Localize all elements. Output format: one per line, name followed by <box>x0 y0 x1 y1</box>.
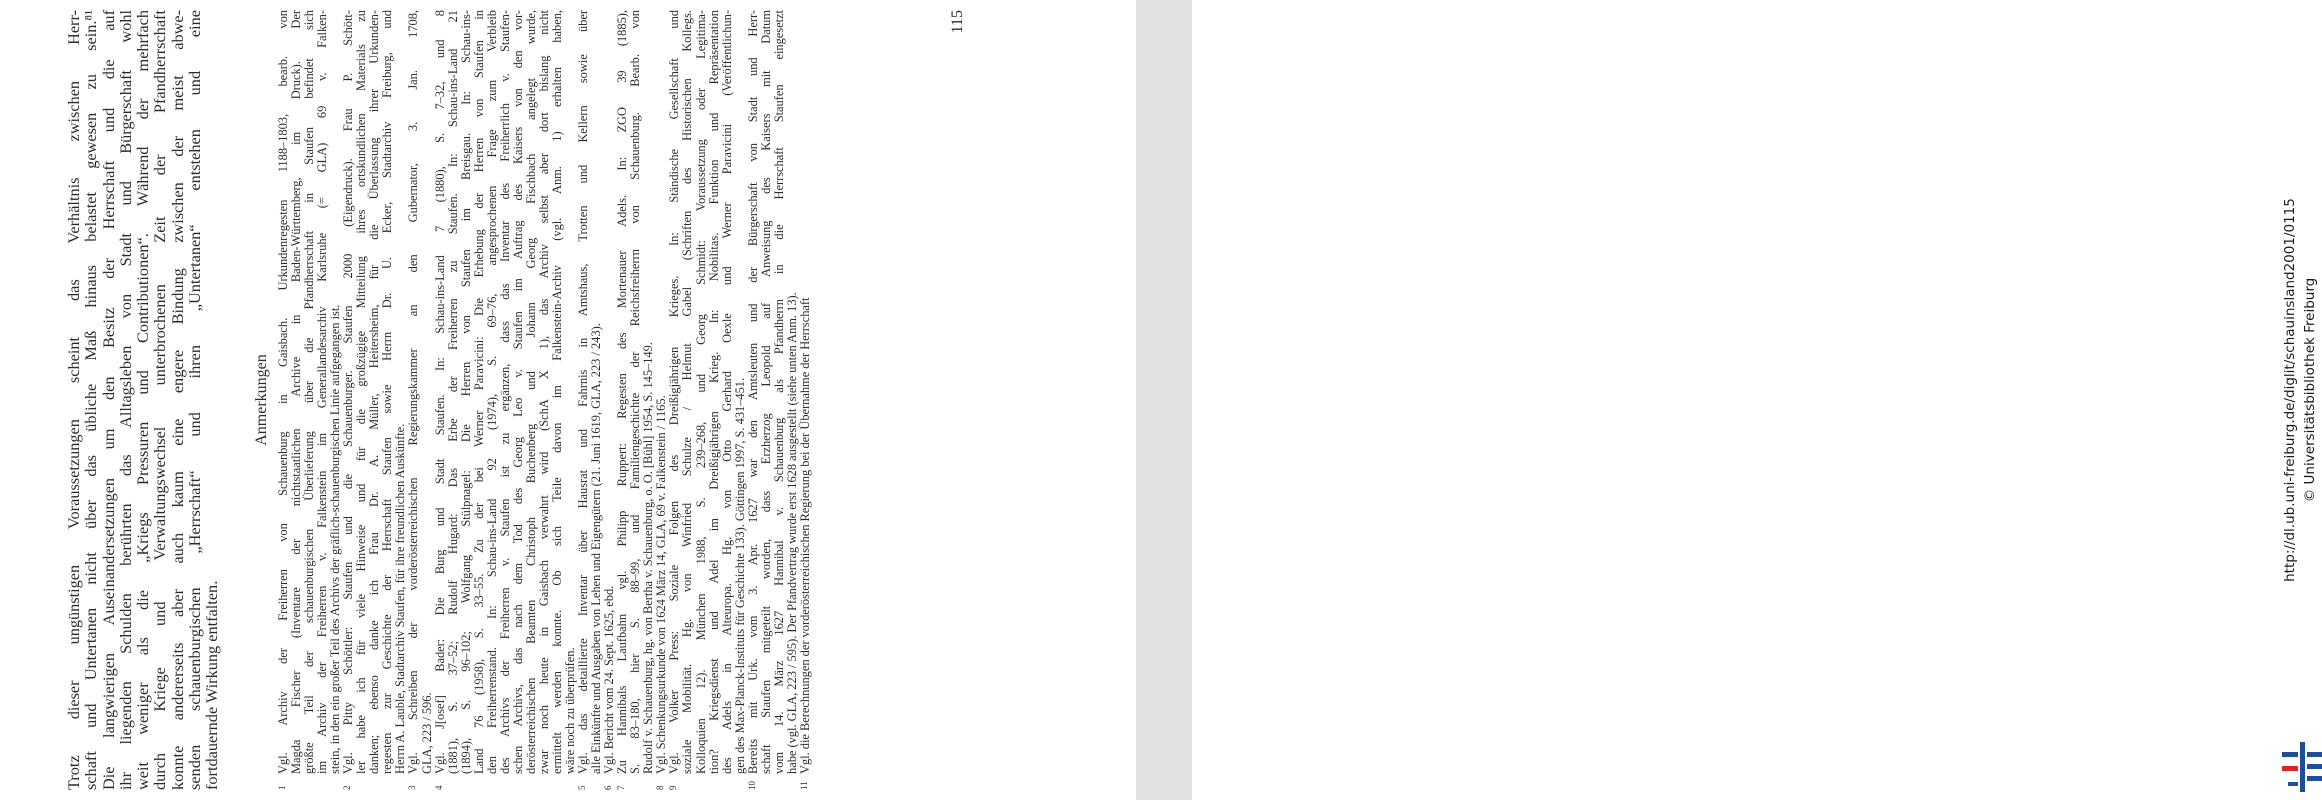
footnote-text: den Freiherrenstand. In: Schau-ins-Land 92 (1974), S. 69–76, angesprochenen Frage zum Verbleib <box>484 10 499 774</box>
footnote-text: des Archivs der Freiherren v. Staufen ist zu ergänzen, dass das Inventar des Freiherrlich v. Staufen- <box>497 10 512 774</box>
footnote-text: vom 14. März 1627 Hannibal v. Schauenburg als Pfandherrn in die Herrschaft Staufen eingesetzt <box>771 10 786 774</box>
footnote-text: ler habe ich für viele Hinweise und für die großzügige Mitteilung ihres ortskundlichen Materials zu <box>354 10 369 774</box>
main-text <box>65 10 221 790</box>
main-text-line: weit weniger als die „Kriegs Pressuren und Contributionen“. Während der mehrfach <box>133 10 153 790</box>
footnote-number: 5 <box>577 785 588 790</box>
main-text-line: fortdauernde Wirkung entfalten. <box>202 580 222 790</box>
footnote-text: des Adels in Alteuropa. Hg. von Otto Gerhard Oexle und Werner Paravicini (Veröffentlichun- <box>719 10 734 774</box>
footnote-text: Vgl. Archiv der Freiherren von Schauenburg in Gaisbach. Urkundenregesten 1188–1803, bearb. von <box>276 10 290 774</box>
footnote-text: Zu Hannibals Laufbahn vgl. Philipp Ruppert: Regesten des Mortenauer Adels. In: ZGO 39 (1885), <box>615 10 630 774</box>
footnote-text: größte Teil der schauenburgischen Überlieferung über die Pfandherrschaft in Staufen befindet sich <box>302 10 317 774</box>
footnote-text: ermittelt werden konnte. Ob sich Teile davon im Falkenstein-Archiv (vgl. Anm. 1) erhalten haben, <box>549 10 564 774</box>
footnote-text: alle Einkünfte und Ausgaben von Lehen und Eigengütern (21. Juni 1619, GLA, 223 / 243). <box>589 323 604 774</box>
footnote-number: 8 <box>655 785 666 790</box>
footnote-text: Herrn A. Lauble, Stadtarchiv Staufen, für ihre freundlichen Auskünfte. <box>393 423 408 774</box>
footnote-text: Rudolf v. Schauenburg, hg. von Bertha v. Schauenburg, o. O. [Bühl] 1954, S. 145–149. <box>641 342 656 774</box>
footnote-text: Magda Fischer (Inventare der nichtstaatlichen Archive in Baden-Württemberg, im Druck). Der <box>289 10 304 774</box>
footnote-text: S. 83–180, hier S. 88–99, und Familiengeschichte der Reichsfreiherrn von Schauenburg. Bearb. von <box>628 10 643 774</box>
footnote-text: stein, in den ein großer Teil des Archivs der gräflich-schauenburgischen Linie aufgegangen ist. <box>328 304 343 774</box>
footnote-line <box>799 10 812 790</box>
footnote-text: tion? Kriegsdienst und Adel im Dreißigjährigen Krieg. In: Nobilitas. Funktion und Repräsentation <box>706 10 721 774</box>
footnote-text: regesten zur Geschichte der Herrschaft Staufen sowie Herrn Dr. U. Ecker, Stadtarchiv Freiburg, und <box>380 10 395 774</box>
main-text-line: ihr liegenden Schulden berührten das Alltagsleben von Stadt und Bürgerschaft wohl <box>115 10 135 790</box>
main-text-line: konnte andererseits aber auch kaum eine engere Bindung zwischen der meist abwe- <box>167 10 187 790</box>
footnote <box>799 10 812 790</box>
footnote-text: schaft Staufen mitgeteilt worden, dass Erzherzog Leopold auf Anweisung des Kaisers mit Datum <box>758 10 773 774</box>
footnote-text: Land 76 (1958), S. 33–55. Zu der bei Werner Paravicini: Die Erhebung der Herren von Staufen in <box>471 10 486 774</box>
footnote <box>407 10 433 790</box>
footnote-text: Vgl. das detaillierte Inventar über Hausrat und Fahrnis in Amtshaus, Trotten und Kellern sowie über <box>576 10 591 774</box>
footnote-text: Bereits mit Urk. vom 3. Apr. 1627 war den Amtsleuten und der Bürgerschaft von Stadt und Herr- <box>745 10 760 774</box>
footnote-text: Vgl. J[osef] Bader: Die Burg und Stadt Staufen. In: Schau-ins-Land 7 (1880), S. 7–32, und 8 <box>432 10 447 774</box>
source-url-link[interactable]: http://dl.ub.uni-freiburg.de/diglit/schauinsland2001/0115 <box>2282 198 2298 582</box>
footnote-text: derösterreichischen Beamten Christoph Buchenberg und Johann Georg Fischbach angelegt wurde, <box>523 10 538 774</box>
footnote-number: 6 <box>603 785 614 790</box>
footnote-number: 2 <box>342 785 353 790</box>
footnote <box>747 10 799 790</box>
footnote <box>668 10 746 790</box>
footnote-number: 7 <box>616 785 627 790</box>
footnote-number: 11 <box>798 781 809 790</box>
footnote-text: schen Archivs, das nach dem Tod des Georg Leo v. Staufen im Auftrag des Kaisers von den vor- <box>510 10 525 774</box>
footnote-text: wäre noch zu überprüfen. <box>563 647 578 774</box>
footnote <box>277 10 342 790</box>
footnote-number: 9 <box>668 785 679 790</box>
footnote-text: (1881), S. 37–52; Rudolf Hugard: Das Erbe der Freiherren zu Staufen. In: Schau-ins-Land 21 <box>445 10 460 774</box>
notes-heading: Anmerkungen <box>253 354 270 446</box>
footnotes <box>277 10 812 790</box>
footnote <box>342 10 407 790</box>
main-text-line: durch Kriege und Verwaltungswechsel unterbrochenen Zeit der Pfandherrschaft <box>150 10 170 790</box>
footnote-number: 10 <box>746 781 757 790</box>
footnote-number: 1 <box>277 785 287 790</box>
rotated-page-content <box>65 10 1055 790</box>
sidebar-text <box>2280 0 2320 790</box>
page-content <box>65 10 1055 790</box>
footnote-text: Vgl. die Berechnungen der vorderösterreichischen Regierung bei der Übernahme der Herrschaft <box>797 297 812 774</box>
footnote-text: zwar noch heute in Gaisbach verwahrt wird (SchA X 1), das Archiv selbst aber dort bislang nicht <box>536 10 551 774</box>
footnote <box>577 10 603 790</box>
footnote-text: soziale Mobilität. Hg. von Winfried Schulze / Helmut Gabel (Schriften des Historischen Kollegs. <box>680 10 695 774</box>
footnote-text: Vgl. Bericht vom 24. Sept. 1625, ebd. <box>602 585 617 774</box>
footnote-line <box>407 10 420 790</box>
footnote-text: (1894), S. 96–102; Wolfgang Stülpnagel: Die Herren von Staufen im Breisgau. In: Schau-ins- <box>458 10 473 774</box>
main-text-line: schaft und Untertanen nicht über das übliche Maß hinaus belastet gewesen zu sein.⁸¹ <box>81 10 101 790</box>
main-text-line: Trotz dieser ungünstigen Voraussetzungen scheint das Verhältnis zwischen Herr- <box>64 10 83 790</box>
footnote-number: 4 <box>433 785 444 790</box>
footnote-text: Vgl. Schreiben der vorderösterreichischen Regierungskammer an den Gubernator, 3. Jan. 1708, <box>406 10 421 774</box>
footnote <box>434 10 578 790</box>
footnote-text: habe (vgl. GLA, 223 / 595). Der Pfandvertrag wurde erst 1628 ausgestellt (siehe unten Anm. 13). <box>784 292 799 774</box>
footnote-text: gen des Max-Planck-Instituts für Geschichte 133). Göttingen 1997, S. 431–451. <box>732 377 747 774</box>
footnote-number: 3 <box>407 785 418 790</box>
library-sidebar <box>1136 0 2318 800</box>
footnote-text: Vgl. Pitty Schöttler: Staufen und die Schauenburger. Staufen 2000 (Eigendruck). Frau P. Schött- <box>341 10 356 774</box>
footnote-text: im Archiv der Freiherren v. Falkenstein im Generallandesarchiv Karlsruhe (= GLA) 69 v. Falken- <box>315 10 330 774</box>
footnote-text: Kolloquien 12). München 1988, S. 239–268, und Georg Schmidt: Voraussetzung oder Legitima- <box>693 10 708 774</box>
main-text-line: Die langwierigen Auseinandersetzungen um den Besitz der Herrschaft und die auf <box>98 10 118 790</box>
page-number: 115 <box>949 10 966 34</box>
copyright-notice: © Universitätsbibliothek Freiburg <box>2302 277 2318 503</box>
main-text-line: senden schauenburgischen „Herrschaft“ und ihren „Untertanen“ entstehen und eine <box>185 10 205 790</box>
footnote-text: GLA, 223 / 596. <box>419 692 434 774</box>
footnote-text: Vgl. Schenkungsurkunde von 1624 März 14, GLA, 69 v. Falkenstein / 1165. <box>654 395 669 774</box>
library-logo-icon <box>2282 742 2322 792</box>
footnote <box>616 10 655 790</box>
footnote-text: danken; ebenso danke ich Frau Dr. A. Müller, Heitersheim, für die Überlassung ihrer Urkunden- <box>367 10 382 774</box>
footnote-text: Vgl. Volker Press: Soziale Folgen des Dreißigjährigen Krieges. In: Ständische Gesellschaft und <box>667 10 682 774</box>
